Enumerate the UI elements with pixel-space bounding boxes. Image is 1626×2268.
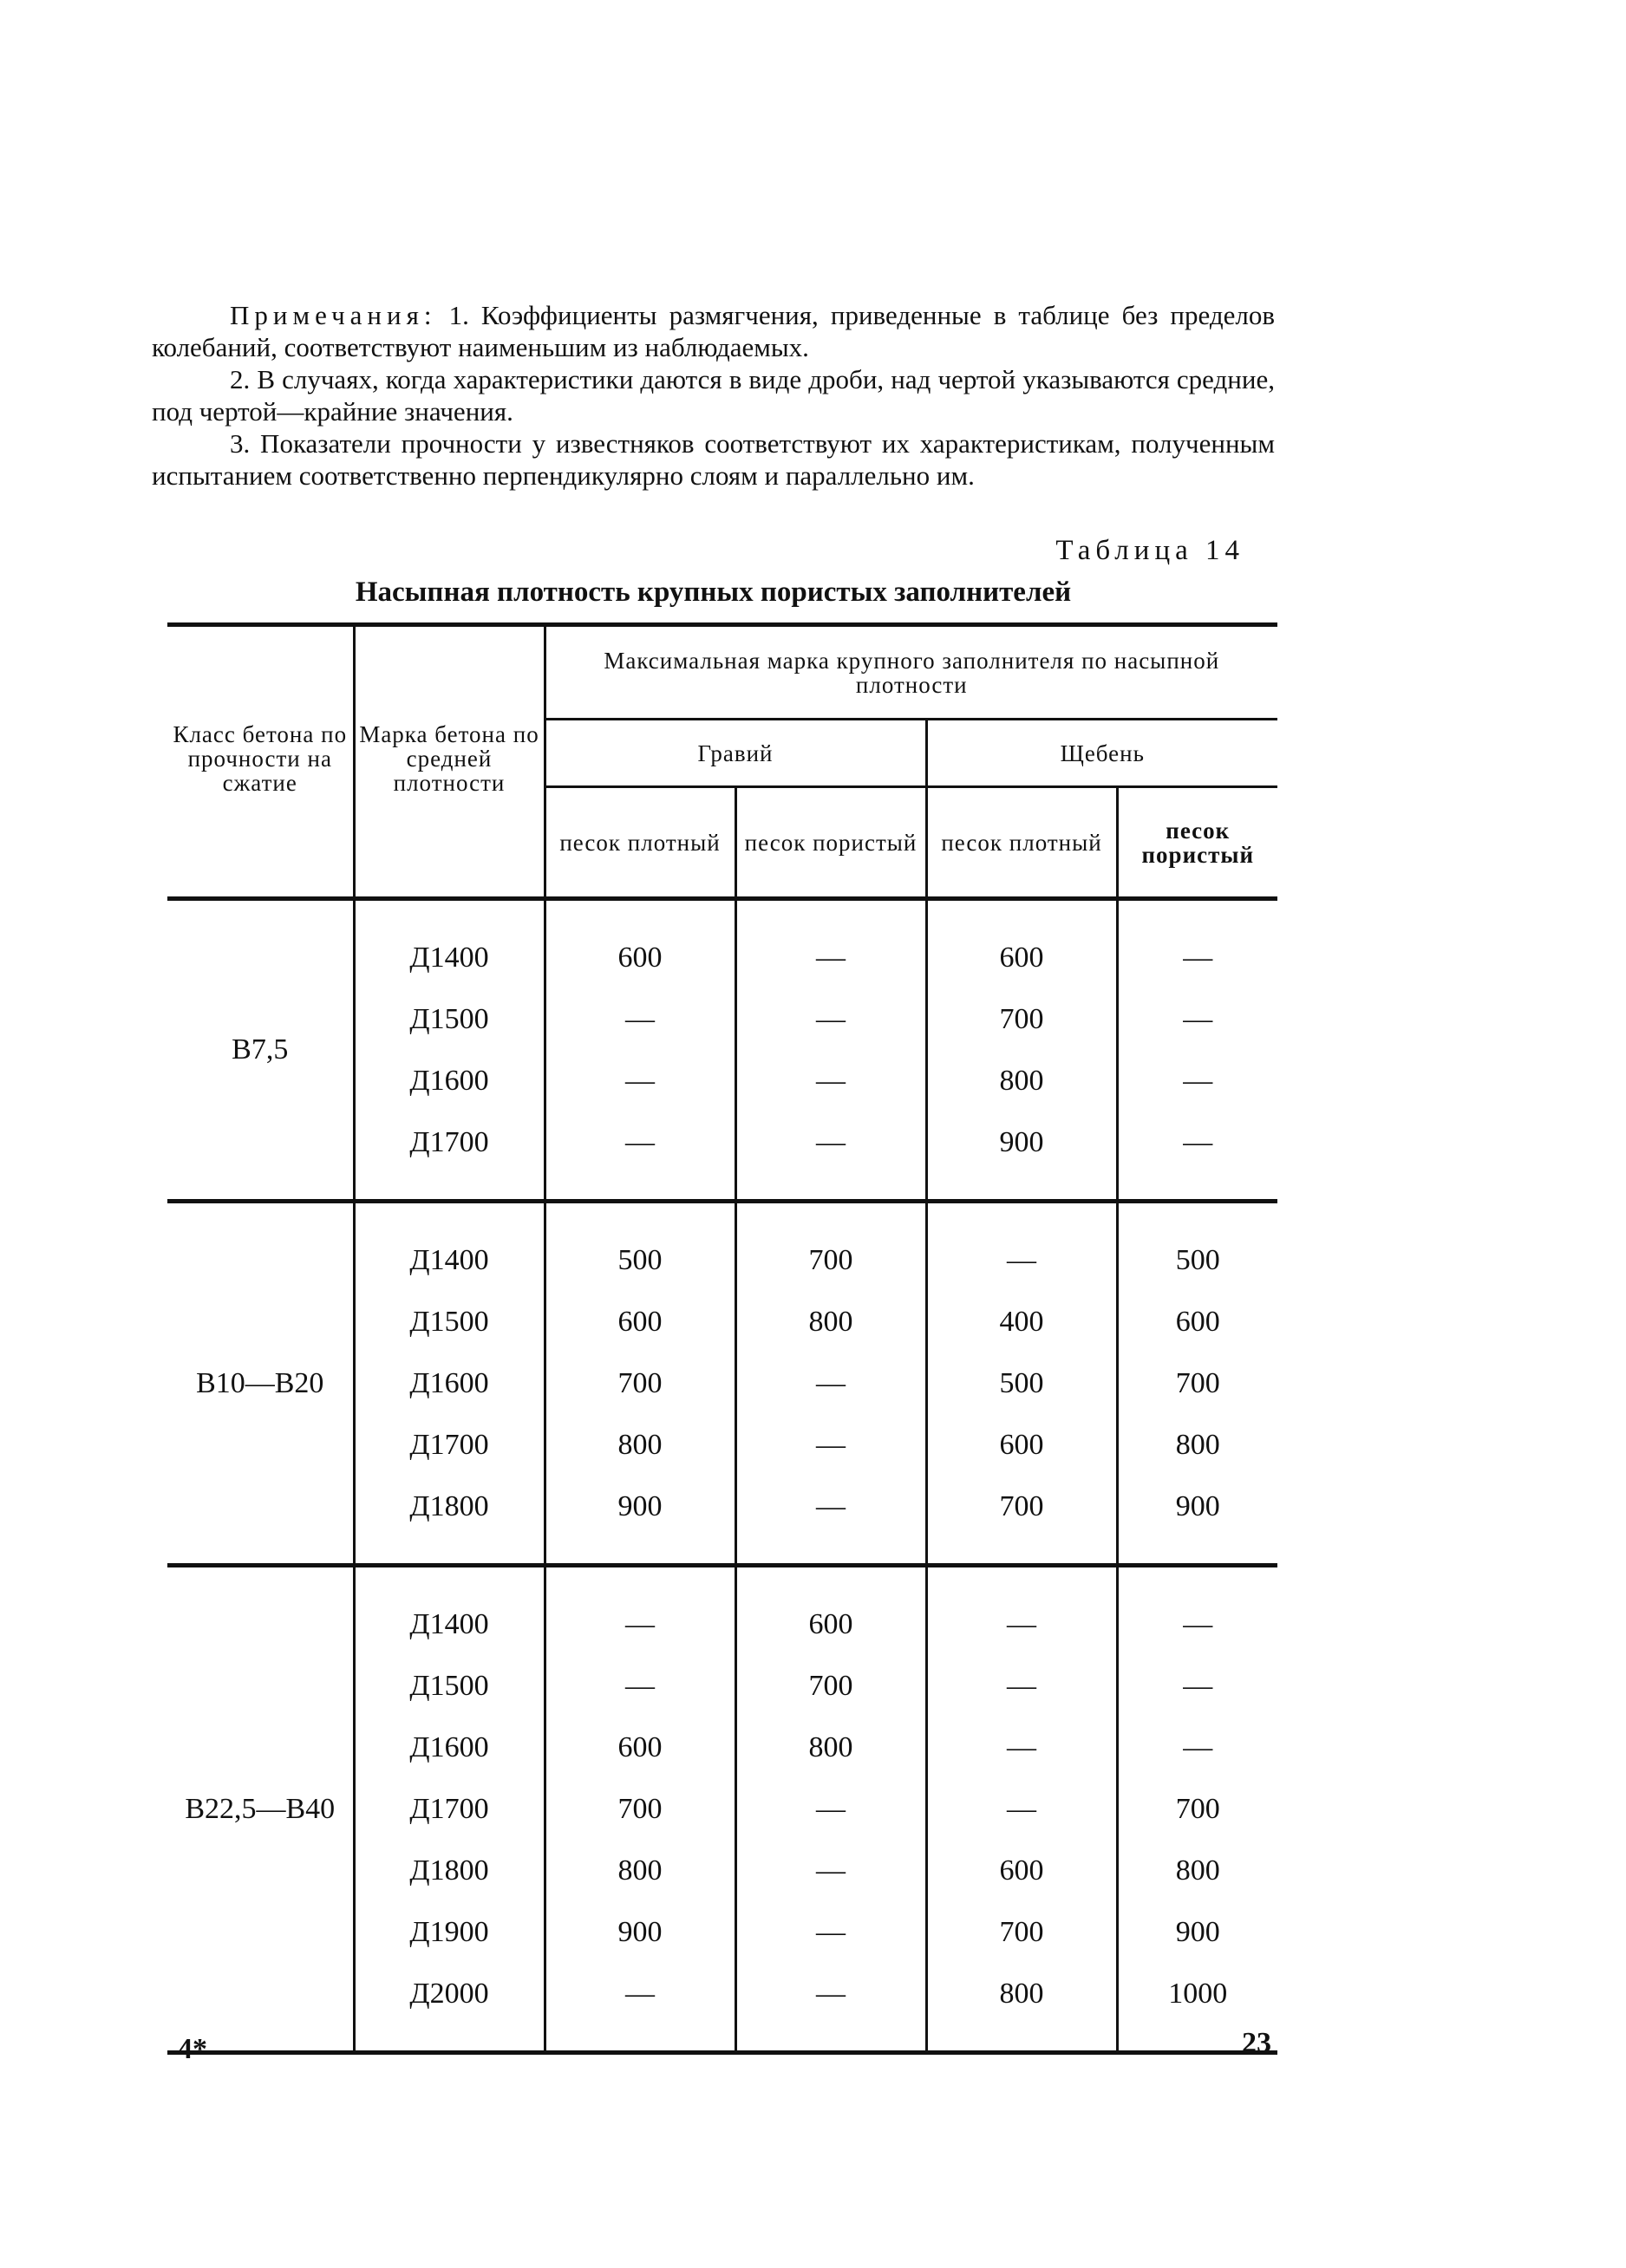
mark-cell: Д1400 xyxy=(354,927,545,988)
note-3: 3. Показатели прочности у известняков соответствуют их характеристикам, полученным испытанием соответственно перпендикулярно слоям и параллельно им. xyxy=(152,428,1275,491)
notes-block xyxy=(152,299,1275,492)
header-gravel: Гравий xyxy=(545,720,926,787)
value-cell: — xyxy=(735,1476,926,1537)
class-cell: В7,5 xyxy=(232,1033,289,1066)
group-spacer xyxy=(167,1173,1277,1202)
group-spacer xyxy=(167,899,1277,928)
value-cell: — xyxy=(735,1050,926,1111)
class-cell: В10—В20 xyxy=(196,1366,324,1399)
notes-label: Примечания: xyxy=(230,300,437,330)
value-cell: — xyxy=(1117,1717,1277,1778)
value-cell: — xyxy=(735,1352,926,1414)
value-cell: 600 xyxy=(545,927,735,988)
value-cell: 700 xyxy=(1117,1352,1277,1414)
value-cell: 700 xyxy=(926,1901,1117,1963)
mark-cell: Д1400 xyxy=(354,1593,545,1655)
value-cell: — xyxy=(926,1655,1117,1717)
value-cell: — xyxy=(735,1778,926,1840)
value-cell: — xyxy=(1117,927,1277,988)
note-2: 2. В случаях, когда характеристики даются в виде дроби, над чертой указываются средние, под чертой—крайние значения. xyxy=(152,364,1275,427)
table-row xyxy=(167,927,1277,988)
value-cell: 900 xyxy=(545,1476,735,1537)
mark-cell: Д1400 xyxy=(354,1229,545,1291)
mark-cell: Д1900 xyxy=(354,1901,545,1963)
value-cell: 800 xyxy=(545,1840,735,1901)
value-cell: 500 xyxy=(1117,1229,1277,1291)
value-cell: 800 xyxy=(1117,1414,1277,1476)
value-cell: — xyxy=(1117,1111,1277,1173)
value-cell: 800 xyxy=(735,1717,926,1778)
header-max-mark: Максимальная марка крупного заполнителя по насыпной плотности xyxy=(545,625,1277,720)
value-cell: — xyxy=(735,1840,926,1901)
mark-cell: Д1600 xyxy=(354,1352,545,1414)
mark-cell: Д1700 xyxy=(354,1414,545,1476)
value-cell: 600 xyxy=(545,1717,735,1778)
mark-cell: Д1800 xyxy=(354,1840,545,1901)
value-cell: — xyxy=(735,927,926,988)
header-gravel-sand-porous: песок пористый xyxy=(735,787,926,899)
mark-cell: Д1700 xyxy=(354,1111,545,1173)
value-cell: — xyxy=(1117,988,1277,1050)
header-crushed-sand-porous: песок пористый xyxy=(1117,787,1277,899)
mark-cell: Д1800 xyxy=(354,1476,545,1537)
value-cell: 500 xyxy=(926,1352,1117,1414)
value-cell: 900 xyxy=(1117,1476,1277,1537)
mark-cell: Д1500 xyxy=(354,1291,545,1352)
value-cell: 500 xyxy=(545,1229,735,1291)
mark-cell: Д1500 xyxy=(354,1655,545,1717)
value-cell: 600 xyxy=(926,1840,1117,1901)
value-cell: 700 xyxy=(545,1352,735,1414)
header-gravel-sand-dense: песок плотный xyxy=(545,787,735,899)
value-cell: — xyxy=(1117,1593,1277,1655)
value-cell: — xyxy=(545,1963,735,2024)
value-cell: 600 xyxy=(926,1414,1117,1476)
mark-cell: Д1700 xyxy=(354,1778,545,1840)
value-cell: 800 xyxy=(735,1291,926,1352)
value-cell: — xyxy=(545,1111,735,1173)
header-row-1 xyxy=(167,625,1277,720)
value-cell: 700 xyxy=(1117,1778,1277,1840)
header-class: Класс бетона по прочности на сжатие xyxy=(167,625,354,899)
value-cell: — xyxy=(545,1593,735,1655)
value-cell: 800 xyxy=(1117,1840,1277,1901)
value-cell: — xyxy=(926,1717,1117,1778)
group-spacer xyxy=(167,1566,1277,1594)
group-spacer xyxy=(167,1537,1277,1566)
page-number: 23 xyxy=(1242,2027,1271,2059)
table-caption: Таблица 14 xyxy=(1055,535,1244,566)
value-cell: — xyxy=(926,1778,1117,1840)
class-cell: В22,5—В40 xyxy=(185,1792,336,1825)
value-cell: 900 xyxy=(545,1901,735,1963)
value-cell: 600 xyxy=(545,1291,735,1352)
value-cell: 800 xyxy=(926,1963,1117,2024)
table-row xyxy=(167,1229,1277,1291)
value-cell: 700 xyxy=(735,1655,926,1717)
note-1 xyxy=(152,299,1275,363)
value-cell: — xyxy=(1117,1655,1277,1717)
mark-cell: Д1600 xyxy=(354,1717,545,1778)
header-mark: Марка бетона по средней плотности xyxy=(354,625,545,899)
value-cell: 700 xyxy=(926,1476,1117,1537)
value-cell: 700 xyxy=(735,1229,926,1291)
value-cell: — xyxy=(735,988,926,1050)
value-cell: 800 xyxy=(545,1414,735,1476)
value-cell: 600 xyxy=(735,1593,926,1655)
value-cell: — xyxy=(735,1901,926,1963)
value-cell: — xyxy=(735,1111,926,1173)
value-cell: — xyxy=(1117,1050,1277,1111)
note-1-text: 1. Коэффициенты размягчения, приведенные в таблице без пределов колебаний, соответствуют наименьшим из наблюдаемых. xyxy=(152,300,1275,362)
value-cell: 800 xyxy=(926,1050,1117,1111)
value-cell: — xyxy=(545,988,735,1050)
value-cell: 1000 xyxy=(1117,1963,1277,2024)
value-cell: 600 xyxy=(1117,1291,1277,1352)
value-cell: 400 xyxy=(926,1291,1117,1352)
value-cell: 900 xyxy=(926,1111,1117,1173)
group-spacer xyxy=(167,2024,1277,2053)
value-cell: 700 xyxy=(545,1778,735,1840)
page-signature: 4* xyxy=(178,2033,207,2065)
value-cell: — xyxy=(735,1963,926,2024)
mark-cell: Д2000 xyxy=(354,1963,545,2024)
mark-cell: Д1500 xyxy=(354,988,545,1050)
density-table xyxy=(167,622,1277,2055)
value-cell: — xyxy=(926,1593,1117,1655)
value-cell: 600 xyxy=(926,927,1117,988)
value-cell: — xyxy=(735,1414,926,1476)
value-cell: — xyxy=(545,1050,735,1111)
group-spacer xyxy=(167,1202,1277,1230)
table-row xyxy=(167,1593,1277,1655)
mark-cell: Д1600 xyxy=(354,1050,545,1111)
value-cell: — xyxy=(545,1655,735,1717)
value-cell: 900 xyxy=(1117,1901,1277,1963)
table-title: Насыпная плотность крупных пористых заполнителей xyxy=(355,577,1072,608)
header-crushed: Щебень xyxy=(926,720,1277,787)
header-crushed-sand-dense: песок плотный xyxy=(926,787,1117,899)
value-cell: 700 xyxy=(926,988,1117,1050)
value-cell: — xyxy=(926,1229,1117,1291)
